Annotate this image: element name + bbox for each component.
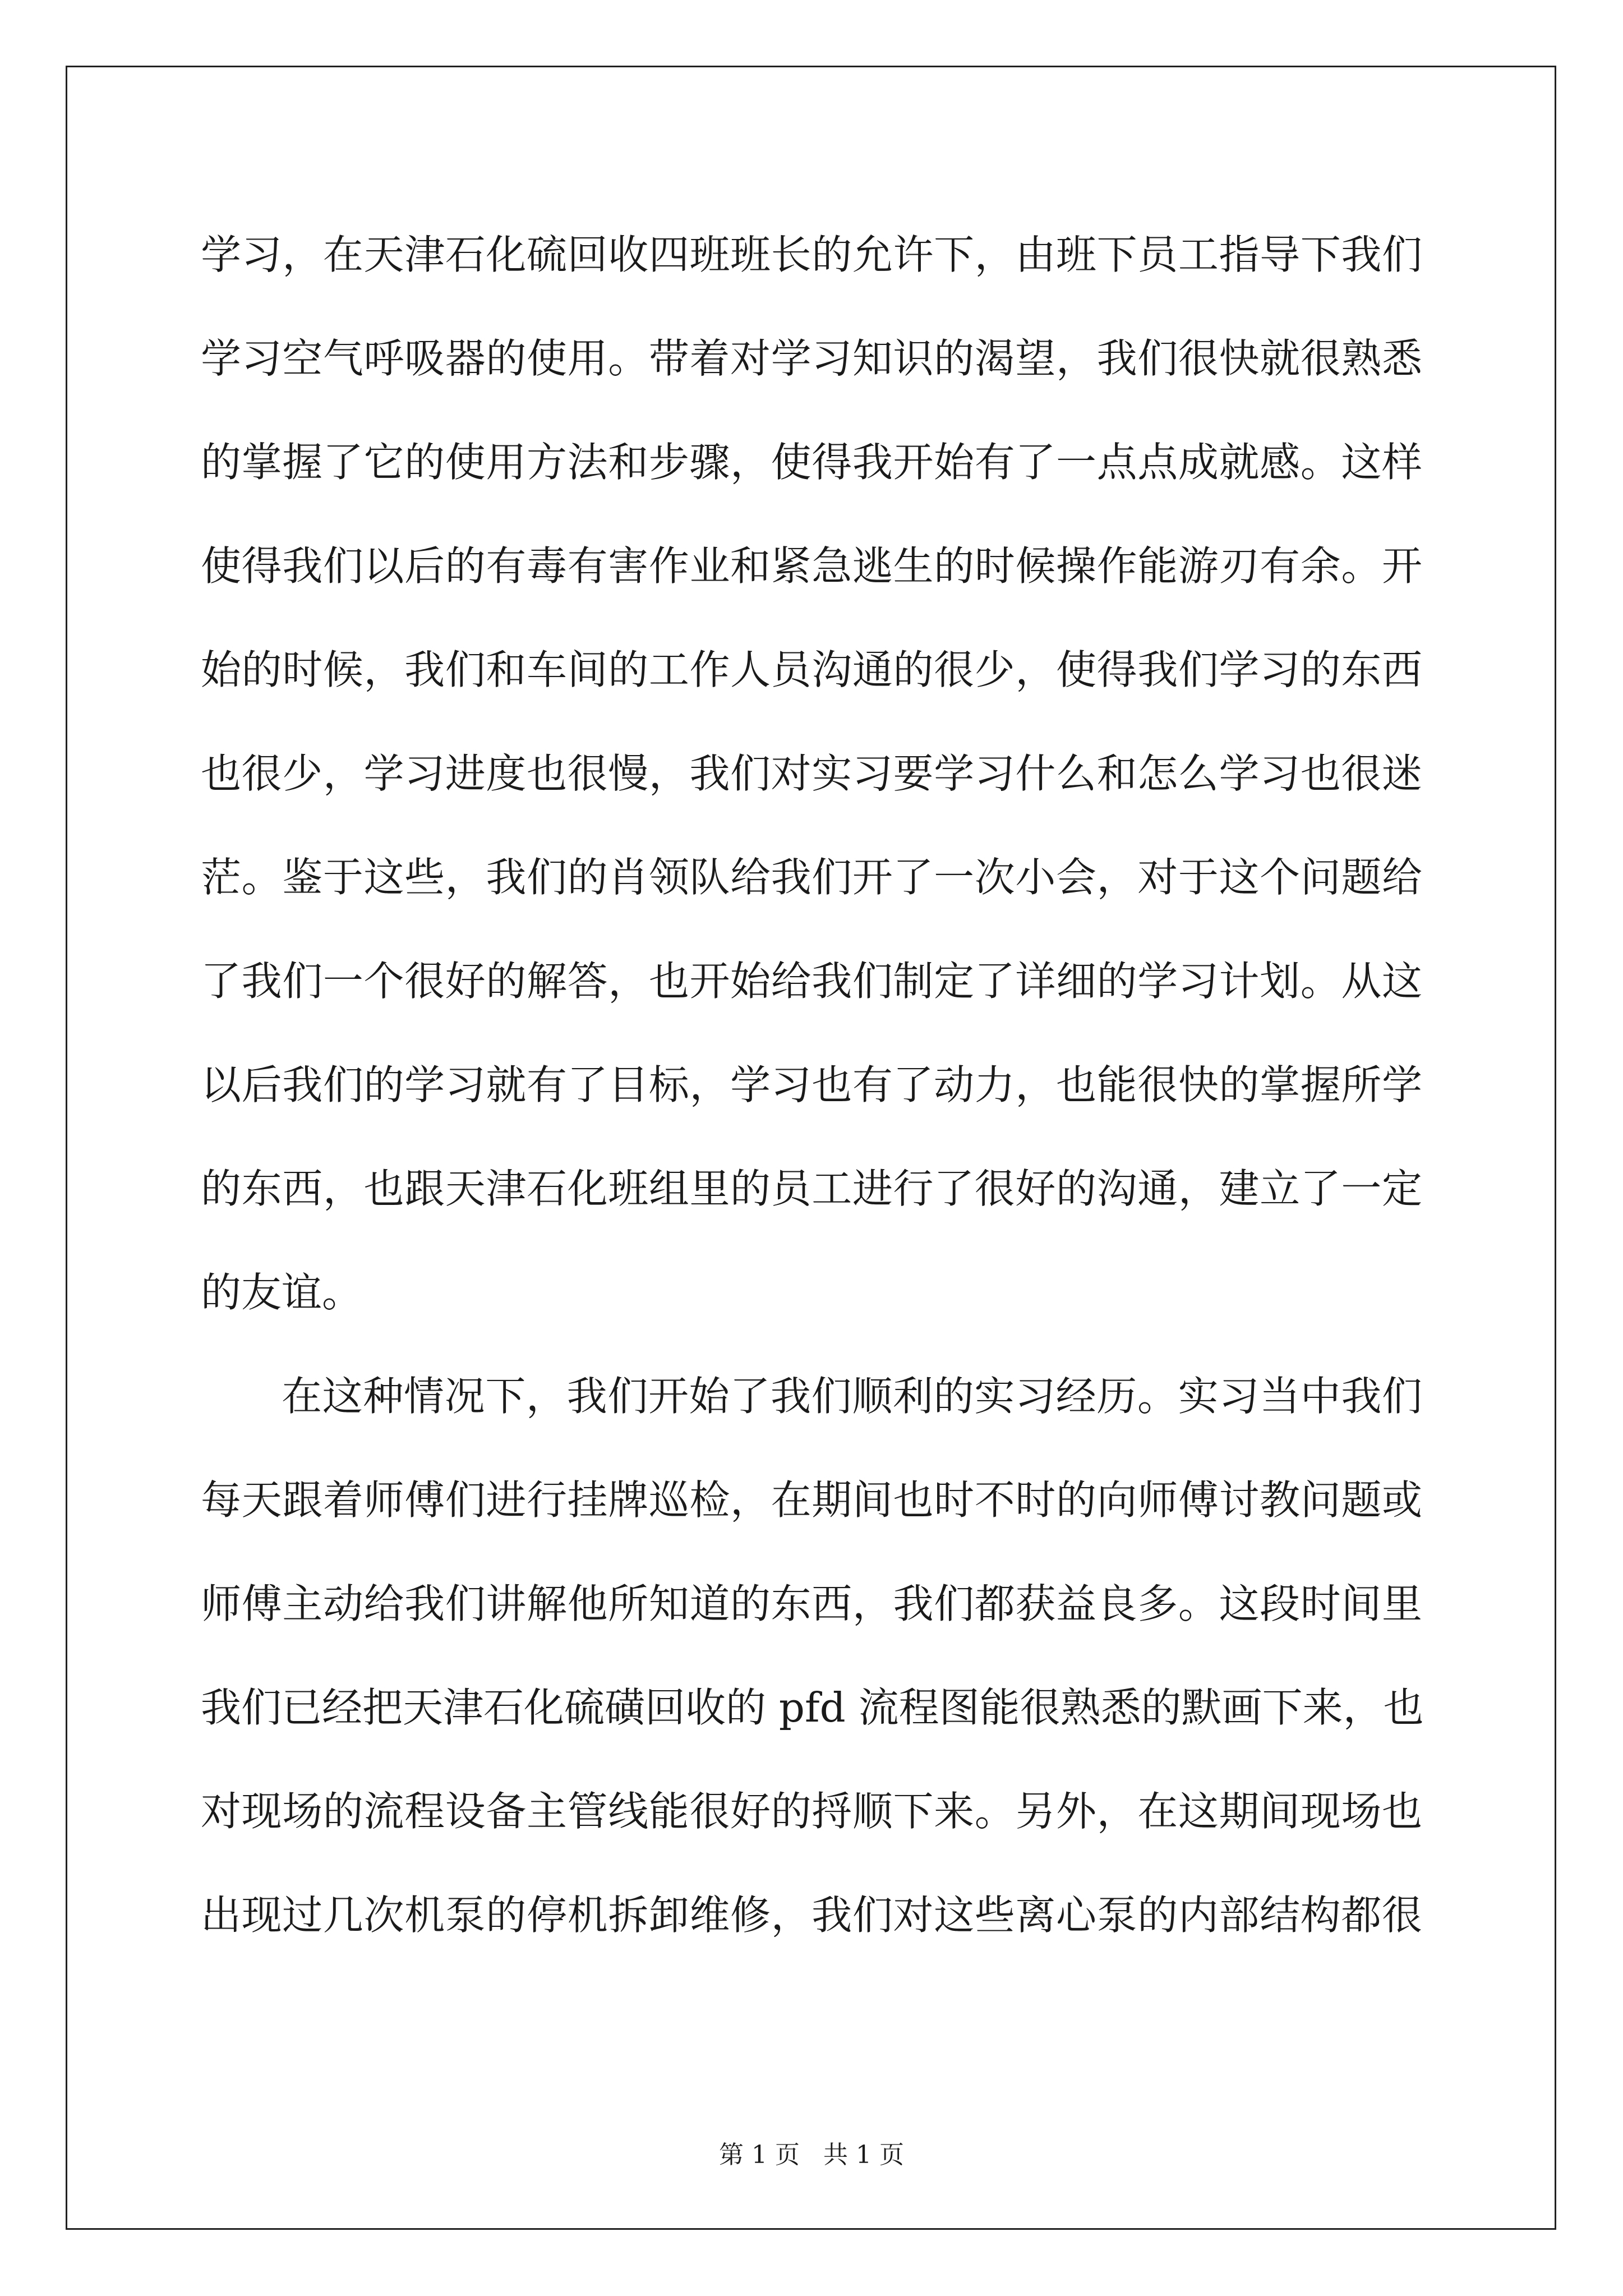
text-line: 始的时候，我们和车间的工作人员沟通的很少，使得我们学习的东西 [201,646,1422,693]
page-footer: 第 1 页 共 1 页 [719,2141,904,2169]
text-line: 出现过几次机泵的停机拆卸维修，我们对这些离心泵的内部结构都很 [201,1892,1422,1939]
text-line: 我们已经把天津石化硫磺回收的 pfd 流程图能很熟悉的默画下来，也 [201,1684,1424,1731]
text-line: 在这种情况下，我们开始了我们顺利的实习经历。实习当中我们 [282,1373,1422,1420]
text-line: 了我们一个很好的解答，也开始给我们制定了详细的学习计划。从这 [201,958,1422,1005]
document-body [201,203,1422,1967]
text-line: 使得我们以后的有毒有害作业和紧急逃生的时候操作能游刃有余。开 [201,542,1422,590]
text-line: 的掌握了它的使用方法和步骤，使得我开始有了一点点成就感。这样 [201,439,1422,486]
text-line: 对现场的流程设备主管线能很好的捋顺下来。另外，在这期间现场也 [201,1788,1422,1835]
text-line: 学习空气呼吸器的使用。带着对学习知识的渴望，我们很快就很熟悉 [201,335,1422,382]
text-line: 师傅主动给我们讲解他所知道的东西，我们都获益良多。这段时间里 [201,1580,1422,1627]
text-line: 的东西，也跟天津石化班组里的员工进行了很好的沟通，建立了一定 [201,1165,1422,1212]
text-line: 每天跟着师傅们进行挂牌巡检，在期间也时不时的向师傅讨教问题或 [201,1476,1422,1524]
text-line: 也很少，学习进度也很慢，我们对实习要学习什么和怎么学习也很迷 [201,750,1422,797]
text-line: 的友谊。 [201,1269,363,1316]
text-line: 茫。鉴于这些，我们的肖领队给我们开了一次小会，对于这个问题给 [201,854,1422,901]
text-line: 以后我们的学习就有了目标，学习也有了动力，也能很快的掌握所学 [201,1061,1422,1108]
text-line: 学习，在天津石化硫回收四班班长的允许下，由班下员工指导下我们 [201,231,1422,278]
